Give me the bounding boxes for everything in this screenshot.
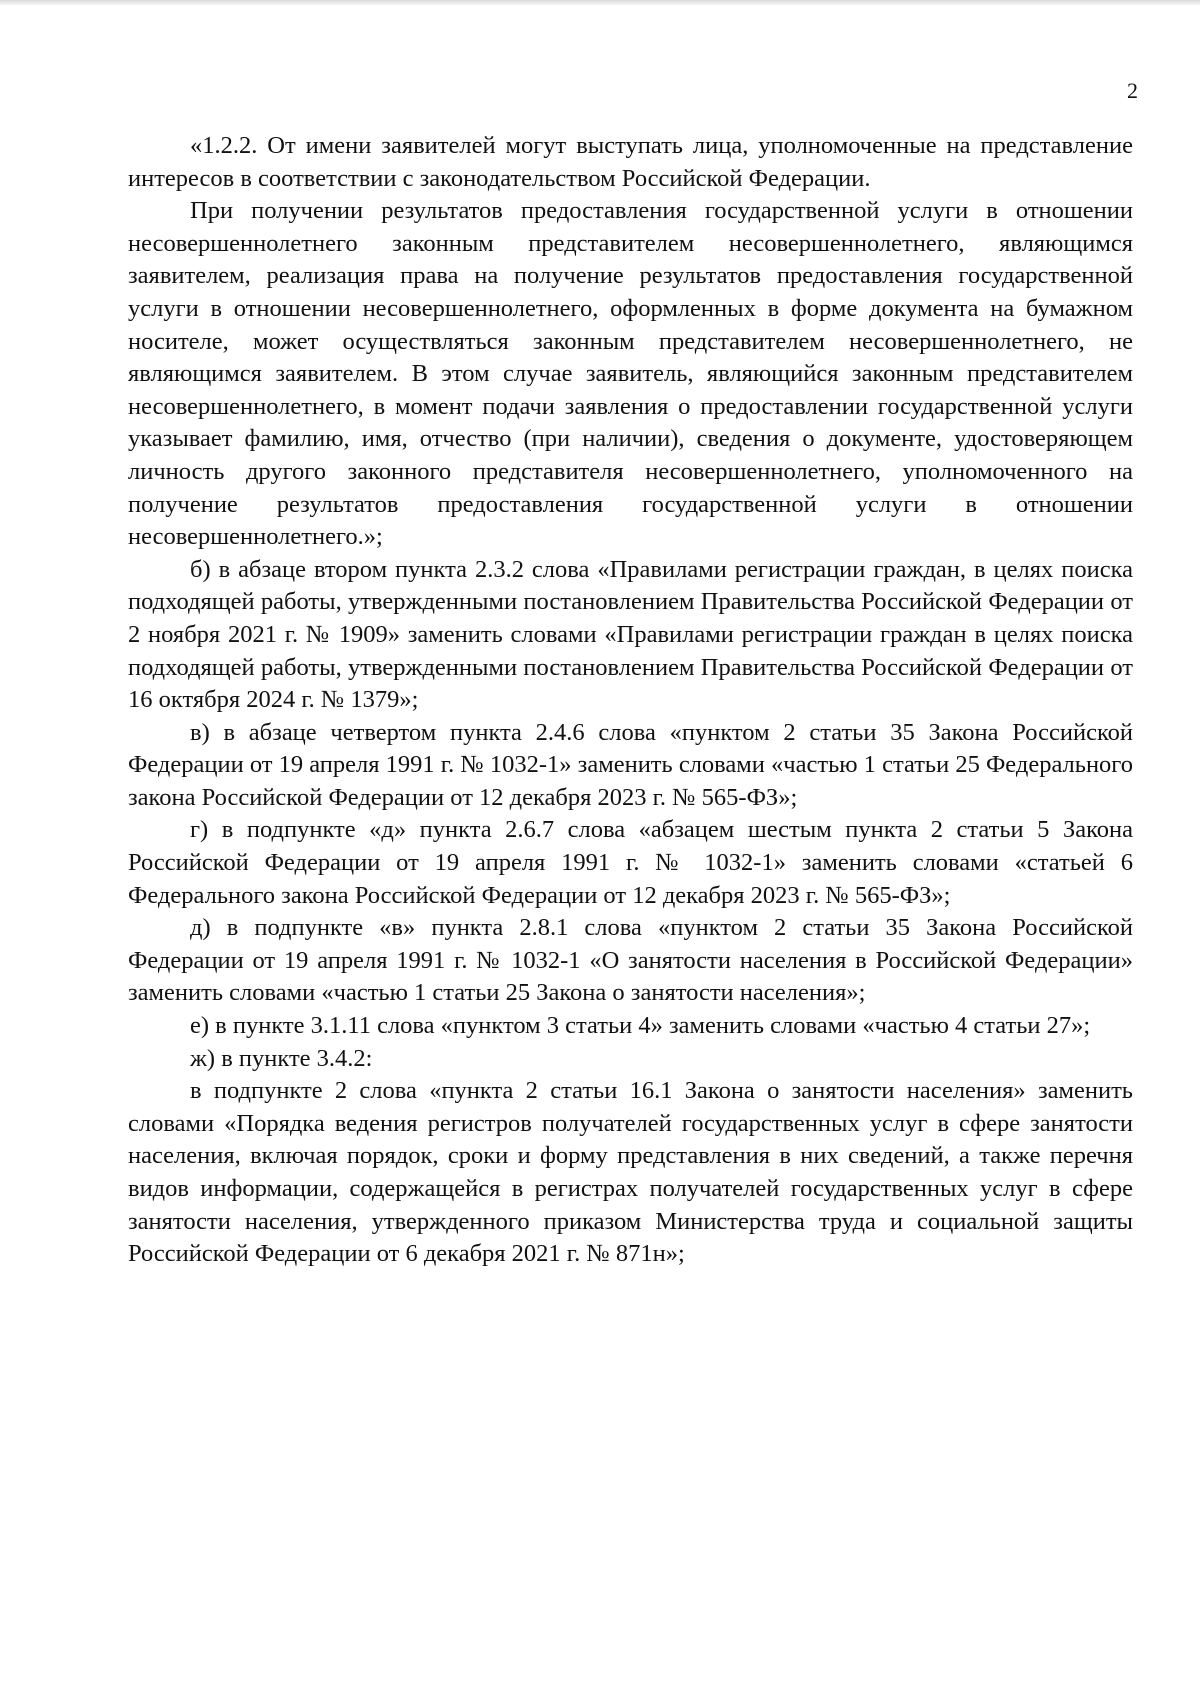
page-number: 2 <box>1127 78 1138 103</box>
paragraph-amendment-b: б) в абзаце втором пункта 2.3.2 слова «Правилами регистрации граждан, в целях поиска подходящей работы, утвержденными постановлением Правительства Российской Федерации от 2 ноября 2021 г. № 1909» заменить словами «Правилами регистрации граждан в целях поиска подходящей работы, утвержденными постановлением Правительства Российской Федерации от 16 октября 2024 г. № 1379»; <box>128 555 1133 714</box>
paragraph-amendment-g: г) в подпункте «д» пункта 2.6.7 слова «абзацем шестым пункта 2 статьи 5 Закона Российской Федерации от 19 апреля 1991 г. № 1032-1» заменить словами «статьей 6 Федерального закона Российской Федерации от 12 декабря 2023 г. № 565-ФЗ»; <box>128 816 1133 909</box>
paragraph-subpoint-2: в подпункте 2 слова «пункта 2 статьи 16.1 Закона о занятости населения» заменить словами «Порядка ведения регистров получателей государственных услуг в сфере занятости населения, включая порядок, сроки и форму представления в них сведений, а также перечня видов информации, содержащейся в регистрах получателей государственных услуг в сфере занятости населения, утвержденного приказом Министерства труда и социальной защиты Российской Федерации от 6 декабря 2021 г. № 871н»; <box>128 1077 1133 1268</box>
paragraph-amendment-zh: ж) в пункте 3.4.2: <box>190 1044 373 1072</box>
scan-top-edge <box>0 0 1200 6</box>
paragraph-amendment-d: д) в подпункте «в» пункта 2.8.1 слова «пунктом 2 статьи 35 Закона Российской Федерации от 19 апреля 1991 г. № 1032-1 «О занятости населения в Российской Федерации» заменить словами «частью 1 статьи 25 Закона о занятости населения»; <box>128 914 1133 1007</box>
paragraph-amendment-e: е) в пункте 3.1.11 слова «пунктом 3 статьи 4» заменить словами «частью 4 статьи 27»; <box>190 1012 1091 1040</box>
document-body <box>128 130 1133 1271</box>
paragraph-amendment-v: в) в абзаце четвертом пункта 2.4.6 слова «пунктом 2 статьи 35 Закона Российской Федерации от 19 апреля 1991 г. № 1032-1» заменить словами «частью 1 статьи 25 Федерального закона Российской Федерации от 12 декабря 2023 г. № 565-ФЗ»; <box>128 718 1133 811</box>
paragraph-minor-representative: При получении результатов предоставления государственной услуги в отношении несовершеннолетнего законным представителем несовершеннолетнего, являющимся заявителем, реализация права на получение результатов предоставления государственной услуги в отношении несовершеннолетнего, оформленных в форме документа на бумажном носителе, может осуществляться законным представителем несовершеннолетнего, не являющимся заявителем. В этом случае заявитель, являющийся законным представителем несовершеннолетнего, в момент подачи заявления о предоставлении государственной услуги указывает фамилию, имя, отчество (при наличии), сведения о документе, удостоверяющем личность другого законного представителя несовершеннолетнего, уполномоченного на получение результатов предоставления государственной услуги в отношении несовершеннолетнего.»; <box>128 197 1133 551</box>
paragraph-1-2-2: «1.2.2. От имени заявителей могут выступать лица, уполномоченные на представление интересов в соответствии с законодательством Российской Федерации. <box>128 132 1133 192</box>
